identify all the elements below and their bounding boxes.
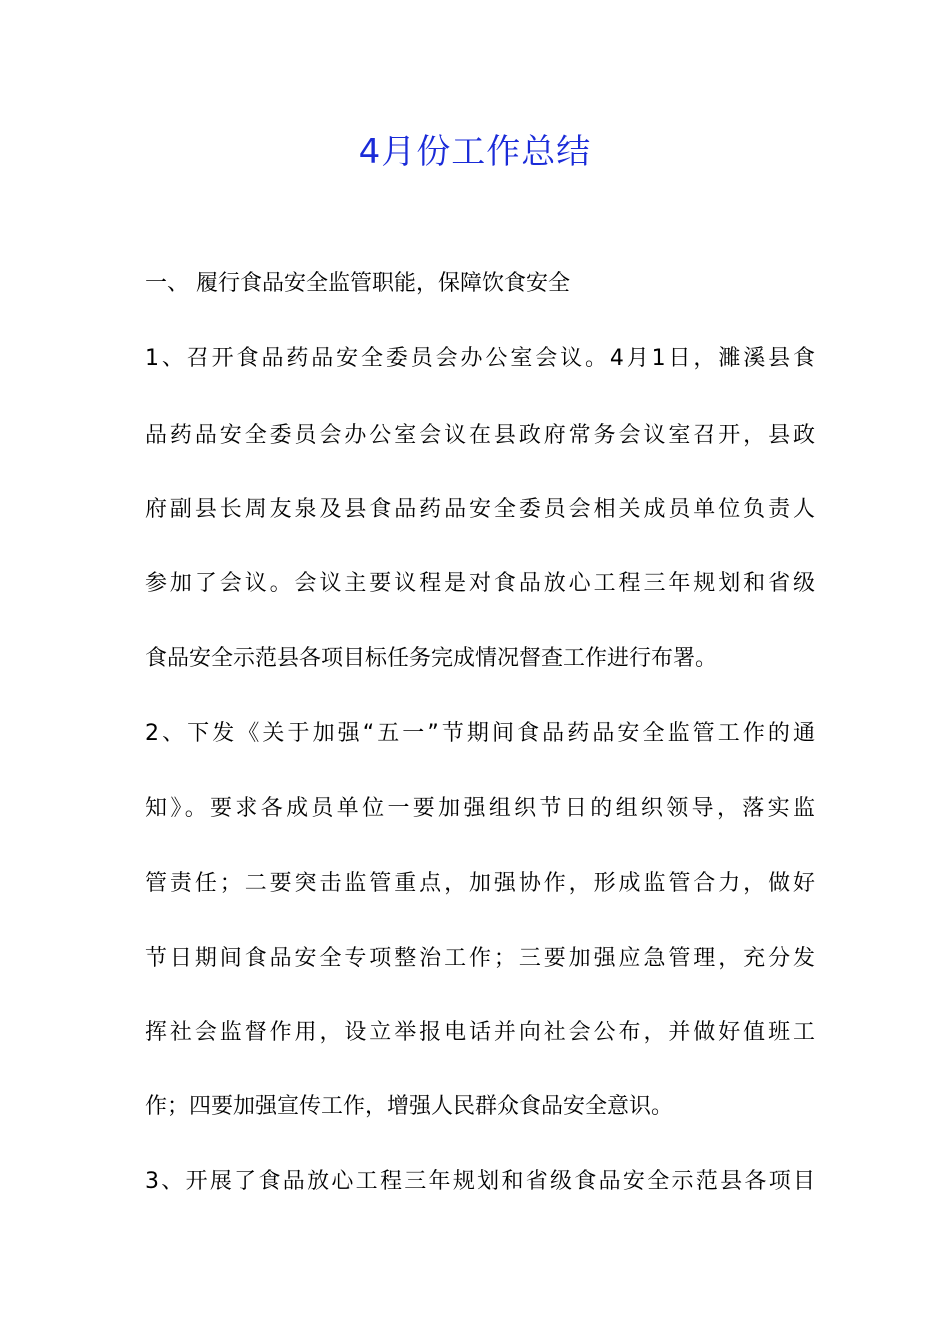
paragraph-line: 府副县长周友泉及县食品药品安全委员会相关成员单位负责人 <box>145 497 815 522</box>
paragraph-line: 食品安全示范县各项目标任务完成情况督查工作进行布署。 <box>145 646 718 671</box>
paragraph-line: 作；四要加强宣传工作，增强人民群众食品安全意识。 <box>145 1094 674 1119</box>
section-heading: 一、 履行食品安全监管职能，保障饮食安全 <box>145 271 570 296</box>
paragraph-line: 管责任；二要突击监管重点，加强协作，形成监管合力，做好 <box>145 871 815 896</box>
paragraph-line: 1、召开食品药品安全委员会办公室会议。4月1日，濉溪县食 <box>145 346 815 371</box>
paragraph-line: 挥社会监督作用，设立举报电话并向社会公布，并做好值班工 <box>145 1020 815 1045</box>
paragraph-line: 3、开展了食品放心工程三年规划和省级食品安全示范县各项目 <box>145 1169 815 1194</box>
document-title: 4月份工作总结 <box>358 132 592 172</box>
paragraph-line: 品药品安全委员会办公室会议在县政府常务会议室召开，县政 <box>145 423 815 448</box>
paragraph-line: 2、下发《关于加强“五一”节期间食品药品安全监管工作的通 <box>145 721 815 746</box>
paragraph-line: 知》。要求各成员单位一要加强组织节日的组织领导，落实监 <box>145 796 815 821</box>
paragraph-line: 参加了会议。会议主要议程是对食品放心工程三年规划和省级 <box>145 571 815 596</box>
paragraph-line: 节日期间食品安全专项整治工作；三要加强应急管理，充分发 <box>145 946 815 971</box>
